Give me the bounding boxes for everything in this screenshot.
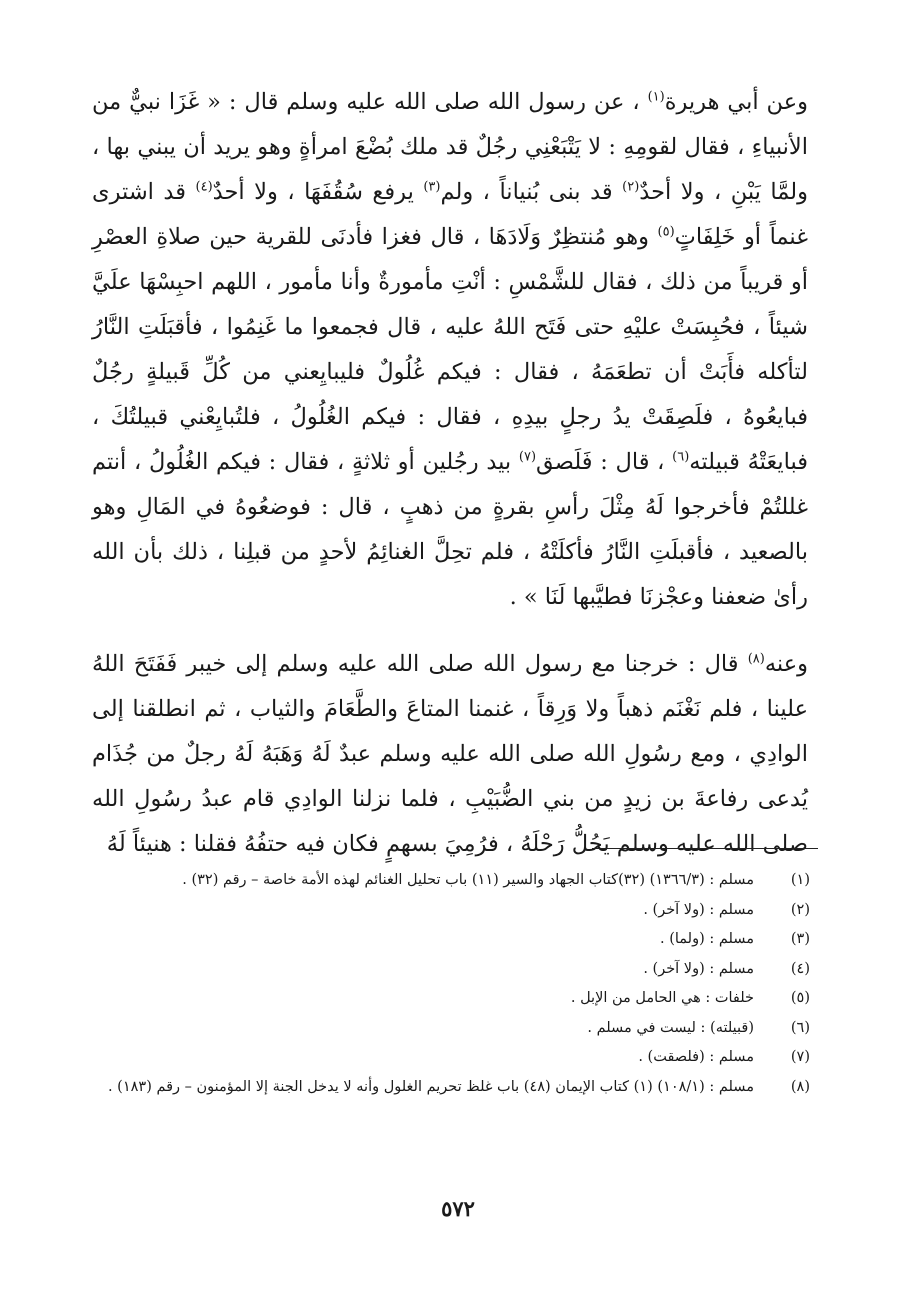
footnote-number: (٥) [790,990,810,1006]
footnote-text: مسلم : (١٣٦٦/٣) (٣٢)كتاب الجهاد والسير (١١) باب تحليل الغنائم لهذه الأمة خاصة – رقم (٣٢) . [182,872,754,888]
footnote [92,1073,814,1103]
footnote [92,984,814,1014]
footnote-text: مسلم : (ولا آخر) . [643,901,754,918]
footnote [92,866,814,896]
text-run: بيد رجُلين أو ثلاثةٍ ، فقال : فيكم الغُلُولُ ، أنتم غللتُمْ فأخرجوا لَهُ مِثْلَ رأسِ بقرةٍ من ذهبٍ ، قال : فوضعُوهُ في المَالِ وهو بالصعيد ، فأقبلَتِ النَّارُ فأكلَتْهُ ، فلم تحِلَّ الغنائِمُ لأحدٍ من قبلِنا ، ذلك بأن الله رأىٰ ضعفنا وعجْزنَا فطيَّبها لَنَا » . [92,449,808,610]
text-run: قال : خرجنا مع رسول الله صلى الله عليه وسلم إلى خيبر فَفَتَحَ اللهُ علينا ، فلم نَغْنَم ذهباً ولا وَرِقاً ، غنمنا المتاعَ والطَّعَامَ والثياب ، ثم انطلقنا إلى الوادِي ، ومع رسُولِ الله صلى الله عليه وسلم عبدٌ لَهُ وَهَبَهُ لَهُ رجلٌ من جُذَام يُدعى رفاعةَ بن زيدٍ من بني الضُّبَيْبِ ، فلما نزلنا الوادِي قام عبدُ رسُولِ الله صلى الله عليه وسلم يَحُلُّ رَحْلَهُ ، فرُمِيَ بسهمٍ فكان فيه حتفُهُ فقلنا : هنيئاً لَهُ [92,651,808,857]
footnote [92,955,814,985]
footnote-marker: (٦) [672,449,690,465]
main-text [92,80,808,867]
footnote-number: (٣) [790,931,810,947]
footnote-number: (٦) [790,1019,810,1036]
footnote-number: (٤) [790,960,810,977]
text-run: وعن أبي هريرة [664,89,808,115]
footnote-marker: (٥) [657,224,675,240]
footnote-text: مسلم : (١٠٨/١) (١) كتاب الإيمان (٤٨) باب غلظ تحريم الغلول وأنه لا يدخل الجنة إلا المؤمنون – رقم (١٨٣) . [107,1078,754,1095]
page-number: ٥٧٢ [441,1196,475,1221]
footnote [92,1014,814,1044]
footnote-marker: (٢) [622,179,640,195]
text-run: ، عن رسول الله صلى الله عليه وسلم قال : « غَزَا نبيٌّ من الأنبياءِ ، فقال لقومِهِ : لا يَتْبَعْنِي رجُلٌ قد ملك بُضْعَ امرأةٍ وهو يريد أن يبني بها ، ولمَّا يَبْنِ ، ولا أحدٌ [92,89,809,205]
footnote-text: خلفات : هي الحامل من الإبل . [570,990,754,1006]
footnote-separator [592,848,818,849]
text-run: يرفع سُقُفَهَا ، ولا أحدٌ [212,179,424,205]
footnote-text: (قبيلته) : ليست في مسلم . [587,1019,754,1036]
footnote-marker: (٧) [518,449,537,465]
footnote-text: مسلم : (فلصقت) . [638,1049,754,1065]
footnote-number: (٨) [790,1078,810,1095]
footnotes [92,866,814,1102]
footnote-marker: (١) [647,89,665,105]
footnote-text: مسلم : (ولا آخر) . [643,960,754,977]
footnote-marker: (٨) [747,651,765,667]
footnote [92,1043,814,1073]
paragraph-2 [92,642,808,867]
text-run: وعنه [764,651,808,677]
footnote-number: (٢) [790,901,810,918]
footnote-text: مسلم : (ولما) . [659,931,754,947]
footnote [92,896,814,926]
footnote-marker: (٣) [423,179,441,195]
footnote-marker: (٤) [195,179,213,195]
text-run: وهو مُنتظِرٌ وَلَادَهَا ، قال فغزا فأدنَى للقرية حين صلاةِ العصْرِ أو قريباً من ذلك ، فقال للشَّمْسِ : أنْتِ مأمورةٌ وأنا مأمور ، اللهم احبِسْهَا علَيَّ شيئاً ، فحُبِسَتْ عليْهِ حتى فَتَح اللهُ عليه ، قال فجمعوا ما غَنِمُوا ، فأقبَلَتِ النَّارُ لتأكله فأَبَتْ أن تطعَمَهُ ، فقال : فيكم غُلُولٌ فليبايِعني من كُلِّ قَبيلةٍ رجُلٌ فبايعُوهُ ، فلَصِقَتْ يدُ رجلٍ بيدِهِ ، فقال : فيكم الغُلُولُ ، فلتُبايِعْني قبيلتُكَ ، فبايعَتْهُ قبيلته [92,224,808,475]
footnote-number: (١) [790,872,810,888]
paragraph-1 [92,80,808,620]
text-run: قد اشترى غنماً أو خَلِفَاتٍ [92,179,808,250]
text-run: قد بنى بُنياناً ، ولم [440,179,623,205]
footnote-number: (٧) [790,1049,810,1065]
text-run: ، قال : فَلَصق [536,449,673,475]
footnote [92,925,814,955]
